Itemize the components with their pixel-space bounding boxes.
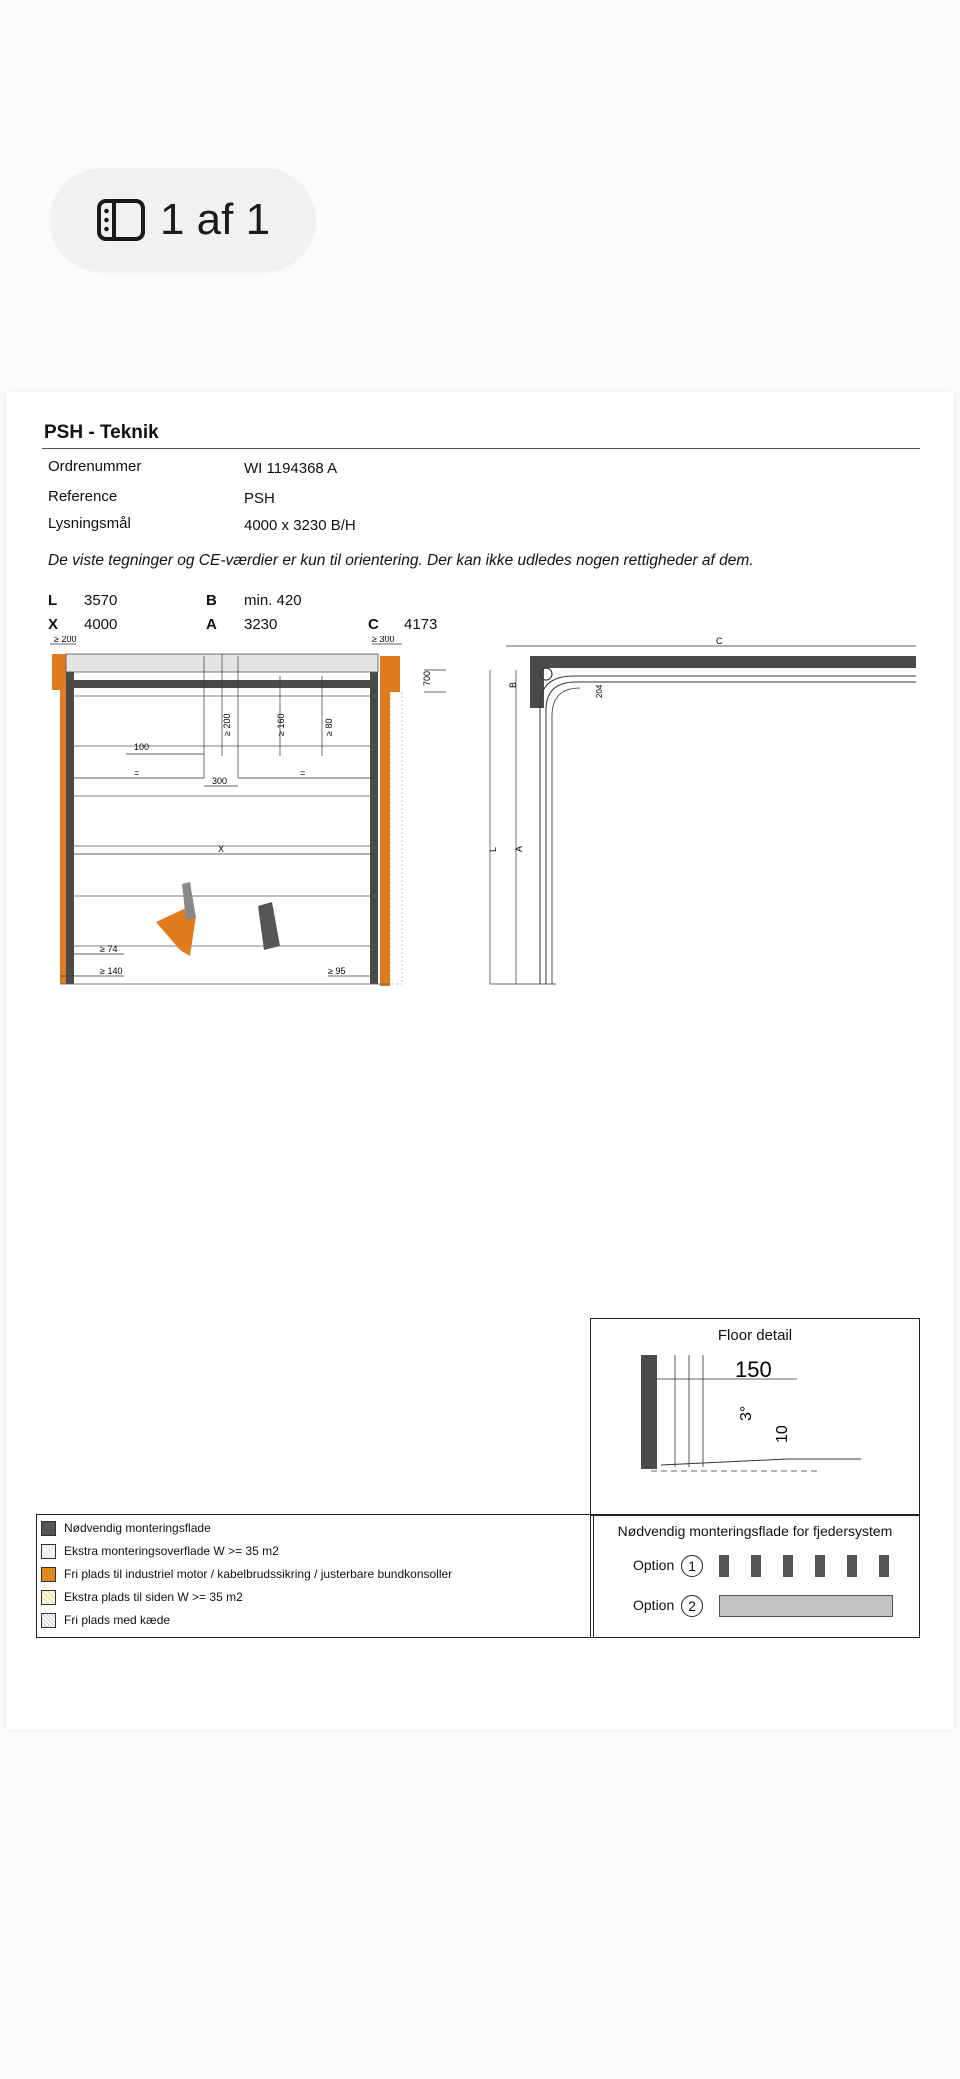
floor-angle-label: 3° xyxy=(738,1405,755,1421)
dim-b-key: B xyxy=(206,592,217,609)
swatch-motor-space xyxy=(41,1567,56,1582)
option1-number: 1 xyxy=(681,1555,703,1577)
left-top-motor-space xyxy=(52,654,62,690)
dim-eq-right-label: = xyxy=(300,768,306,778)
sidebar-pages-icon xyxy=(96,198,146,242)
dim-vge160-label: ≥ 160 xyxy=(276,713,286,736)
spring-system-title: Nødvendig monteringsflade for fjedersystem xyxy=(617,1523,893,1539)
legend-box xyxy=(36,1514,594,1638)
right-motor-space xyxy=(380,656,390,986)
dim-ge140-label: ≥ 140 xyxy=(100,966,123,976)
swatch-chain-space xyxy=(41,1613,56,1628)
dim-a-value: 3230 xyxy=(244,616,278,633)
page-counter[interactable] xyxy=(50,168,316,272)
dim-ge74-label: ≥ 74 xyxy=(100,944,118,954)
dim-a-label: A xyxy=(514,845,524,852)
clear-size-label: Lysningsmål xyxy=(48,515,131,532)
ceiling-mounting-surface xyxy=(530,656,916,668)
legend-item xyxy=(41,1542,279,1560)
document-page xyxy=(6,392,954,1730)
dim-l-value: 3570 xyxy=(84,592,118,609)
page-counter-label: 1 af 1 xyxy=(159,195,271,244)
legend-label: Fri plads med kæde xyxy=(64,1613,171,1627)
right-side-hatch xyxy=(390,692,402,984)
floor-detail-box xyxy=(590,1318,920,1516)
legend-label: Ekstra plads til siden W >= 35 m2 xyxy=(64,1590,243,1604)
dim-vge80-label: ≥ 80 xyxy=(324,718,334,736)
dim-c-label: C xyxy=(716,636,723,646)
legend-label: Nødvendig monteringsflade xyxy=(64,1521,211,1535)
swatch-mounting-surface xyxy=(41,1521,56,1536)
option2-number: 2 xyxy=(681,1595,703,1617)
option1-bracket xyxy=(719,1555,729,1577)
legend-item xyxy=(41,1611,170,1629)
left-mounting-surface xyxy=(66,654,74,984)
dim-l-label: L xyxy=(488,846,498,852)
front-view-drawing xyxy=(46,636,446,1006)
right-mounting-surface xyxy=(370,654,378,984)
option2-strip xyxy=(719,1595,893,1617)
dim-700-label: 700 xyxy=(422,670,432,686)
dim-x-value: 4000 xyxy=(84,616,118,633)
dim-b-value: min. 420 xyxy=(244,592,302,609)
swatch-side-space xyxy=(41,1590,56,1605)
dim-l-key: L xyxy=(48,592,58,609)
legend-item xyxy=(41,1519,211,1537)
dim-x-key: X xyxy=(48,616,59,633)
dim-100-label: 100 xyxy=(134,742,150,752)
cable-safety-icon xyxy=(258,902,280,950)
dim-x-label: X xyxy=(218,844,225,854)
dim-ge200-label: ≥ 200 xyxy=(54,636,77,644)
dim-eq-left-label: = xyxy=(134,768,140,778)
option1-bracket xyxy=(847,1555,857,1577)
floor-150-label: 150 xyxy=(735,1357,772,1382)
option1-bracket xyxy=(751,1555,761,1577)
dim-204-label: 204 xyxy=(595,684,604,698)
dim-vge200-label: ≥ 200 xyxy=(222,713,232,736)
document-title: PSH - Teknik xyxy=(44,422,159,443)
clear-size-value: 4000 x 3230 B/H xyxy=(244,517,356,534)
legend-item xyxy=(41,1588,243,1606)
legend-label: Ekstra monteringsoverflade W >= 35 m2 xyxy=(64,1544,279,1558)
floor-detail-drawing xyxy=(591,1347,917,1513)
legend-item xyxy=(41,1565,452,1583)
title-divider xyxy=(42,448,920,449)
dim-300-label: 300 xyxy=(212,776,228,786)
option1-bracket xyxy=(879,1555,889,1577)
disclaimer-text: De viste tegninger og CE-værdier er kun til orientering. Der kan ikke udledes nogen rettigheder af dem. xyxy=(48,552,754,569)
floor-10-label: 10 xyxy=(774,1425,791,1443)
legend-label: Fri plads til industriel motor / kabelbrudssikring / justerbare bundkonsoller xyxy=(64,1567,453,1581)
swatch-extra-surface xyxy=(41,1544,56,1559)
dim-c-value: 4173 xyxy=(404,616,438,633)
option1-bracket xyxy=(783,1555,793,1577)
dim-ge300-label: ≥ 300 xyxy=(372,636,395,644)
option2-label: Option xyxy=(633,1597,675,1613)
spring-system-box xyxy=(590,1514,920,1638)
option1-bracket xyxy=(815,1555,825,1577)
header-mounting-block xyxy=(530,656,544,708)
floor-detail-title: Floor detail xyxy=(717,1327,793,1344)
order-number-value: WI 1194368 A xyxy=(244,460,338,477)
dim-b-label: B xyxy=(508,681,518,688)
dim-c-key: C xyxy=(368,616,379,633)
reference-value: PSH xyxy=(244,490,275,507)
dim-ge95-label: ≥ 95 xyxy=(328,966,346,976)
dim-a-key: A xyxy=(206,616,217,633)
side-view-drawing xyxy=(476,636,922,1006)
order-number-label: Ordrenummer xyxy=(48,458,142,475)
reference-label: Reference xyxy=(48,488,118,505)
right-top-motor-space xyxy=(380,656,400,692)
option1-label: Option xyxy=(633,1557,675,1573)
